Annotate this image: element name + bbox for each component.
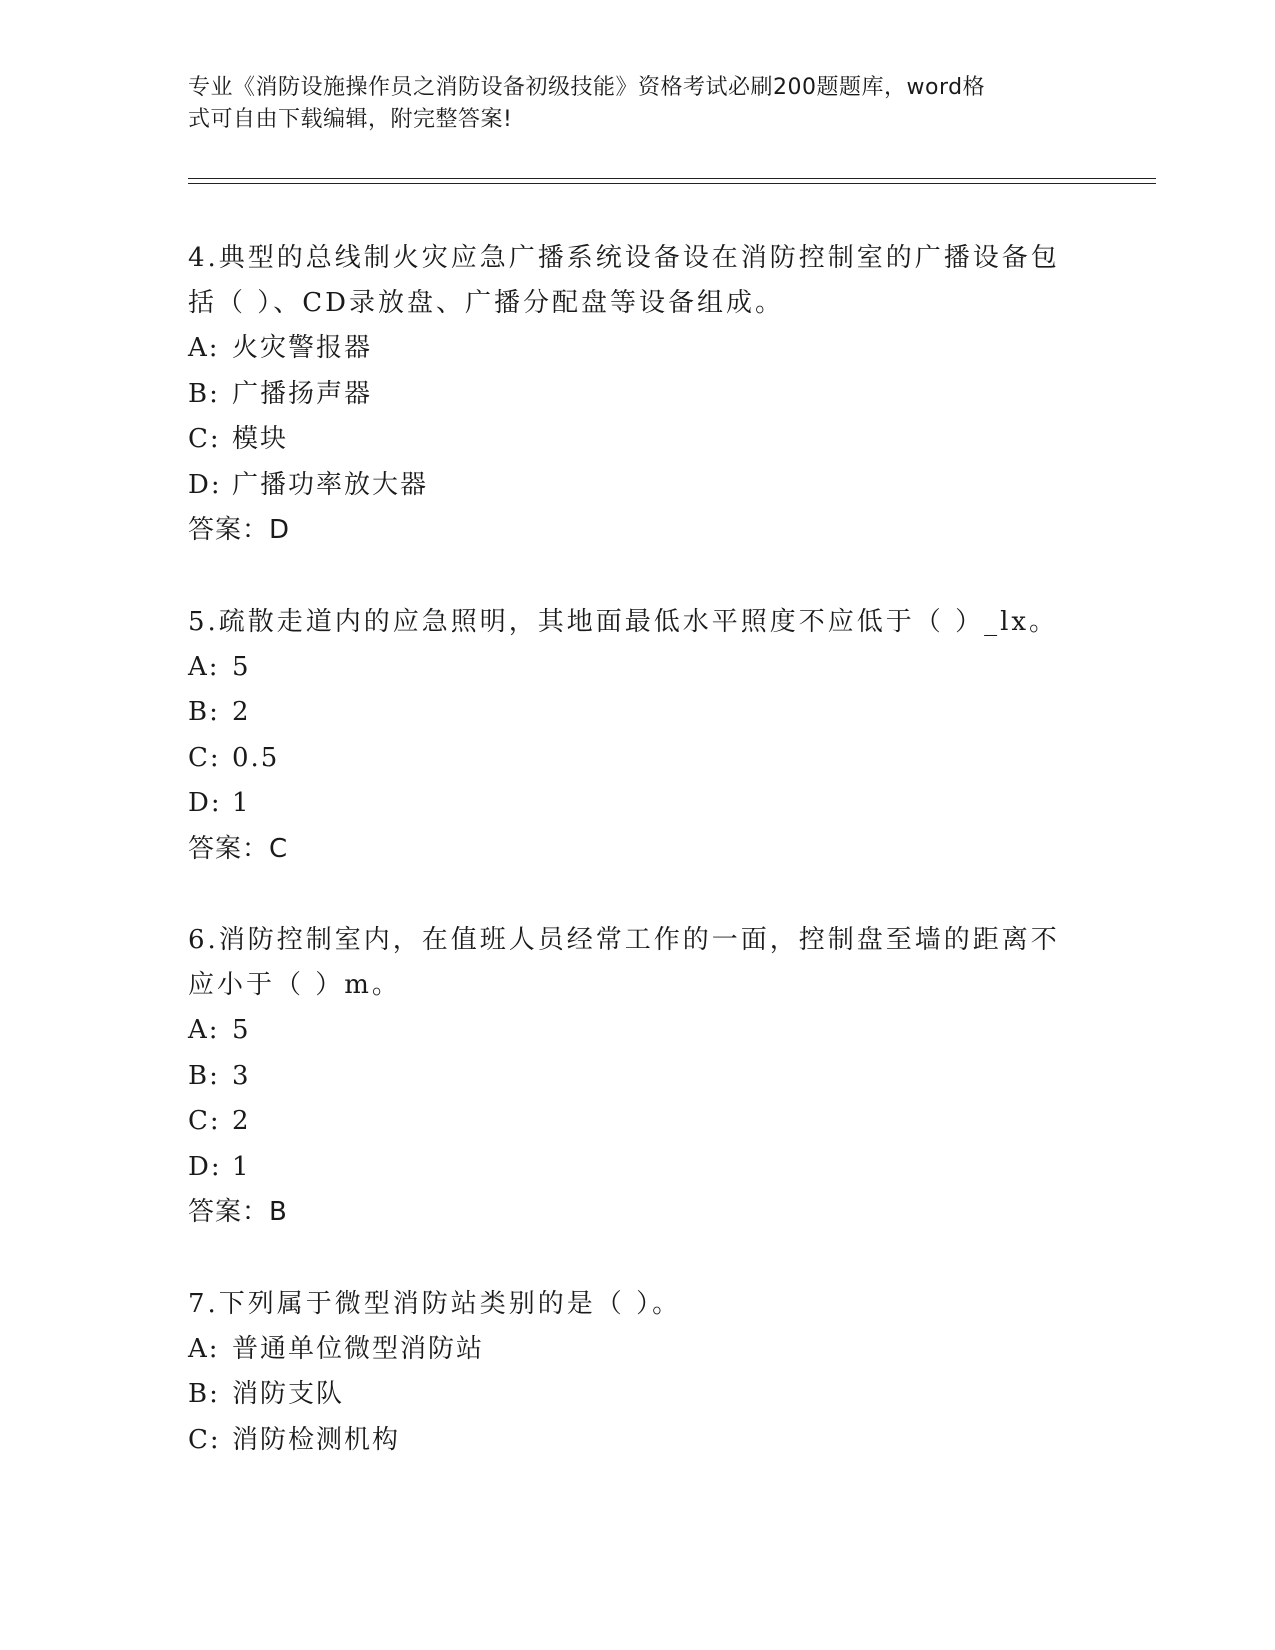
answer-line: 答案：B [188, 1197, 288, 1227]
option-letter: D: [188, 469, 222, 500]
question-stem-line: 6.消防控制室内，在值班人员经常工作的一面，控制盘至墙的距离不 [188, 925, 1060, 955]
option-letter: A: [188, 1015, 220, 1045]
header-divider-top [188, 178, 1156, 179]
question-stem-line: 4.典型的总线制火灾应急广播系统设备设在消防控制室的广播设备包 [188, 243, 1060, 273]
option-letter: C: [188, 1424, 221, 1455]
option-letter: C: [188, 1106, 221, 1136]
answer-line: 答案：D [188, 515, 291, 545]
option-d [188, 1145, 1068, 1191]
option-text: 火灾警报器 [232, 333, 373, 363]
option-c [188, 1418, 1068, 1464]
option-text: 模块 [232, 424, 289, 454]
question-stem-line: 应小于（ ）m。 [188, 970, 401, 1000]
option-text: 广播扬声器 [232, 378, 373, 409]
option-letter: D: [188, 1151, 222, 1182]
question-list [188, 236, 1068, 1509]
header-line-2: 式可自由下载编辑，附完整答案! [188, 107, 513, 132]
option-b [188, 1372, 1068, 1418]
document-header [188, 72, 1068, 136]
option-b [188, 372, 1068, 418]
option-text: 2 [232, 1106, 251, 1136]
question-7 [188, 1282, 1068, 1464]
question-4 [188, 236, 1068, 554]
option-letter: C: [188, 424, 221, 454]
option-a [188, 1327, 1068, 1373]
option-c [188, 736, 1068, 782]
option-text: 2 [232, 697, 251, 727]
answer-line: 答案：C [188, 833, 289, 864]
option-text: 3 [232, 1060, 251, 1091]
option-letter: B: [188, 1060, 220, 1091]
option-text: 5 [232, 1015, 251, 1045]
option-text: 1 [232, 1151, 251, 1182]
option-text: 消防支队 [232, 1379, 345, 1409]
question-5 [188, 600, 1068, 873]
option-letter: B: [188, 1379, 220, 1409]
question-6 [188, 918, 1068, 1236]
option-text: 0.5 [232, 742, 280, 773]
option-text: 消防检测机构 [232, 1424, 401, 1455]
option-a [188, 1008, 1068, 1054]
option-letter: A: [188, 333, 220, 363]
question-stem-line: 5.疏散走道内的应急照明，其地面最低水平照度不应低于（ ）_lx。 [188, 606, 1059, 637]
option-d [188, 463, 1068, 509]
option-text: 5 [232, 651, 251, 682]
option-text: 广播功率放大器 [232, 469, 429, 500]
option-c [188, 1099, 1068, 1145]
option-letter: B: [188, 697, 220, 727]
option-letter: A: [188, 1333, 220, 1364]
option-text: 普通单位微型消防站 [232, 1333, 485, 1364]
question-stem-line: 括（ ）、CD录放盘、广播分配盘等设备组成。 [188, 288, 785, 318]
header-divider-bottom [188, 183, 1156, 184]
option-letter: B: [188, 378, 220, 409]
option-letter: D: [188, 788, 222, 818]
option-a [188, 645, 1068, 691]
option-b [188, 1054, 1068, 1100]
option-letter: A: [188, 651, 220, 682]
option-d [188, 781, 1068, 827]
option-letter: C: [188, 742, 221, 773]
question-stem-line: 7.下列属于微型消防站类别的是（ ）。 [188, 1288, 682, 1319]
option-c [188, 417, 1068, 463]
header-line-1: 专业《消防设施操作员之消防设备初级技能》资格考试必刷200题题库，word格 [188, 75, 986, 100]
option-b [188, 690, 1068, 736]
option-a [188, 326, 1068, 372]
option-text: 1 [232, 788, 251, 818]
